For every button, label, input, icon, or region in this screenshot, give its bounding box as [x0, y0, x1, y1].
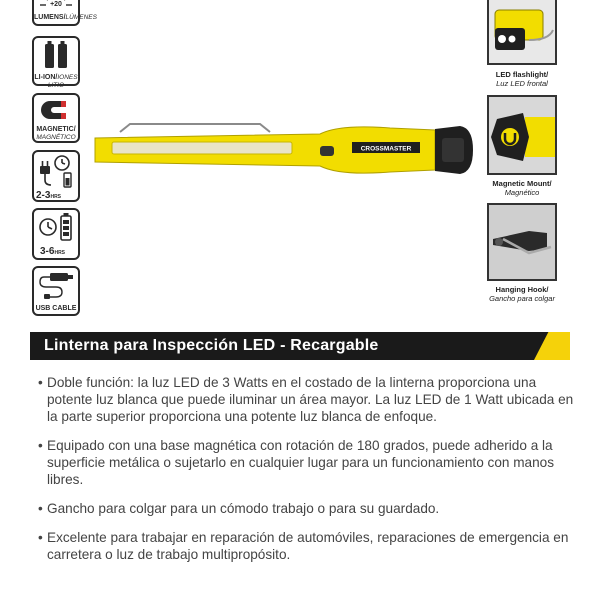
magnetic-tile — [32, 93, 80, 143]
lumens-label: LUMENS/LÚMENES — [34, 14, 97, 21]
battery-icon — [34, 38, 78, 72]
magnetic-label: MAGNETIC/ MAGNÉTICO — [36, 126, 76, 141]
page-title: Linterna para Inspección LED - Recargable — [44, 337, 379, 354]
bullet-item: • Gancho para colgar para un cómodo trabajo o para su guardado. — [38, 500, 578, 517]
plug-clock-icon — [34, 152, 78, 192]
led-flashlight-photo — [487, 0, 557, 65]
led-flashlight-image — [489, 0, 555, 63]
bullet-item: • Equipado con una base magnética con rotación de 180 grados, puede adherido a la superficie metálica o sujetarlo en cualquier lugar para un funcionamiento con manos libres. — [38, 437, 578, 488]
end-cap-detail — [442, 138, 464, 162]
runtime-tile — [32, 208, 80, 260]
usb-cable-icon — [34, 268, 78, 302]
cob-led-strip — [112, 142, 292, 154]
magnetic-mount-caption: Magnetic Mount/ Magnético — [492, 179, 552, 197]
bullet-item: • Doble función: la luz LED de 3 Watts en el costado de la linterna proporciona una potente luz blanca que puede iluminar un área mayor. La luz LED de 1 Watt ubicada en la parte superior proporciona una potente luz blanca de enfoque. — [38, 374, 578, 425]
charge-time-label: 2-3HRS — [36, 190, 62, 201]
feature-bullet-list — [38, 374, 578, 575]
flashlight-product-image — [90, 120, 475, 180]
hanging-hook-caption: Hanging Hook/ Gancho para colgar — [489, 285, 555, 303]
hanging-hook — [120, 124, 270, 132]
charge-time-tile — [32, 150, 80, 202]
bullet-item: • Excelente para trabajar en reparación de automóviles, reparaciones de emergencia en carretera o luz de trabajo multipropósito. — [38, 529, 578, 563]
hanging-hook-image — [489, 205, 555, 279]
clock-battery-icon — [34, 210, 78, 246]
lumens-value: +20 — [50, 1, 62, 8]
battery-label: LI-ION/IONES LITIO — [34, 74, 78, 89]
hanging-hook-photo — [487, 203, 557, 281]
magnetic-mount-image — [489, 97, 555, 173]
lumens-tile — [32, 0, 97, 26]
magnet-icon — [34, 95, 78, 125]
battery-tile — [32, 36, 80, 89]
runtime-label: 3-6HRS — [40, 246, 66, 257]
usb-tile — [32, 266, 80, 316]
title-bar — [30, 332, 570, 360]
brand-name: CROSSMASTER — [360, 145, 412, 153]
magnetic-mount-photo — [487, 95, 557, 175]
power-button — [320, 146, 334, 156]
led-flashlight-caption: LED flashlight/ Luz LED frontal — [495, 70, 549, 88]
usb-label: USB CABLE — [35, 305, 77, 312]
